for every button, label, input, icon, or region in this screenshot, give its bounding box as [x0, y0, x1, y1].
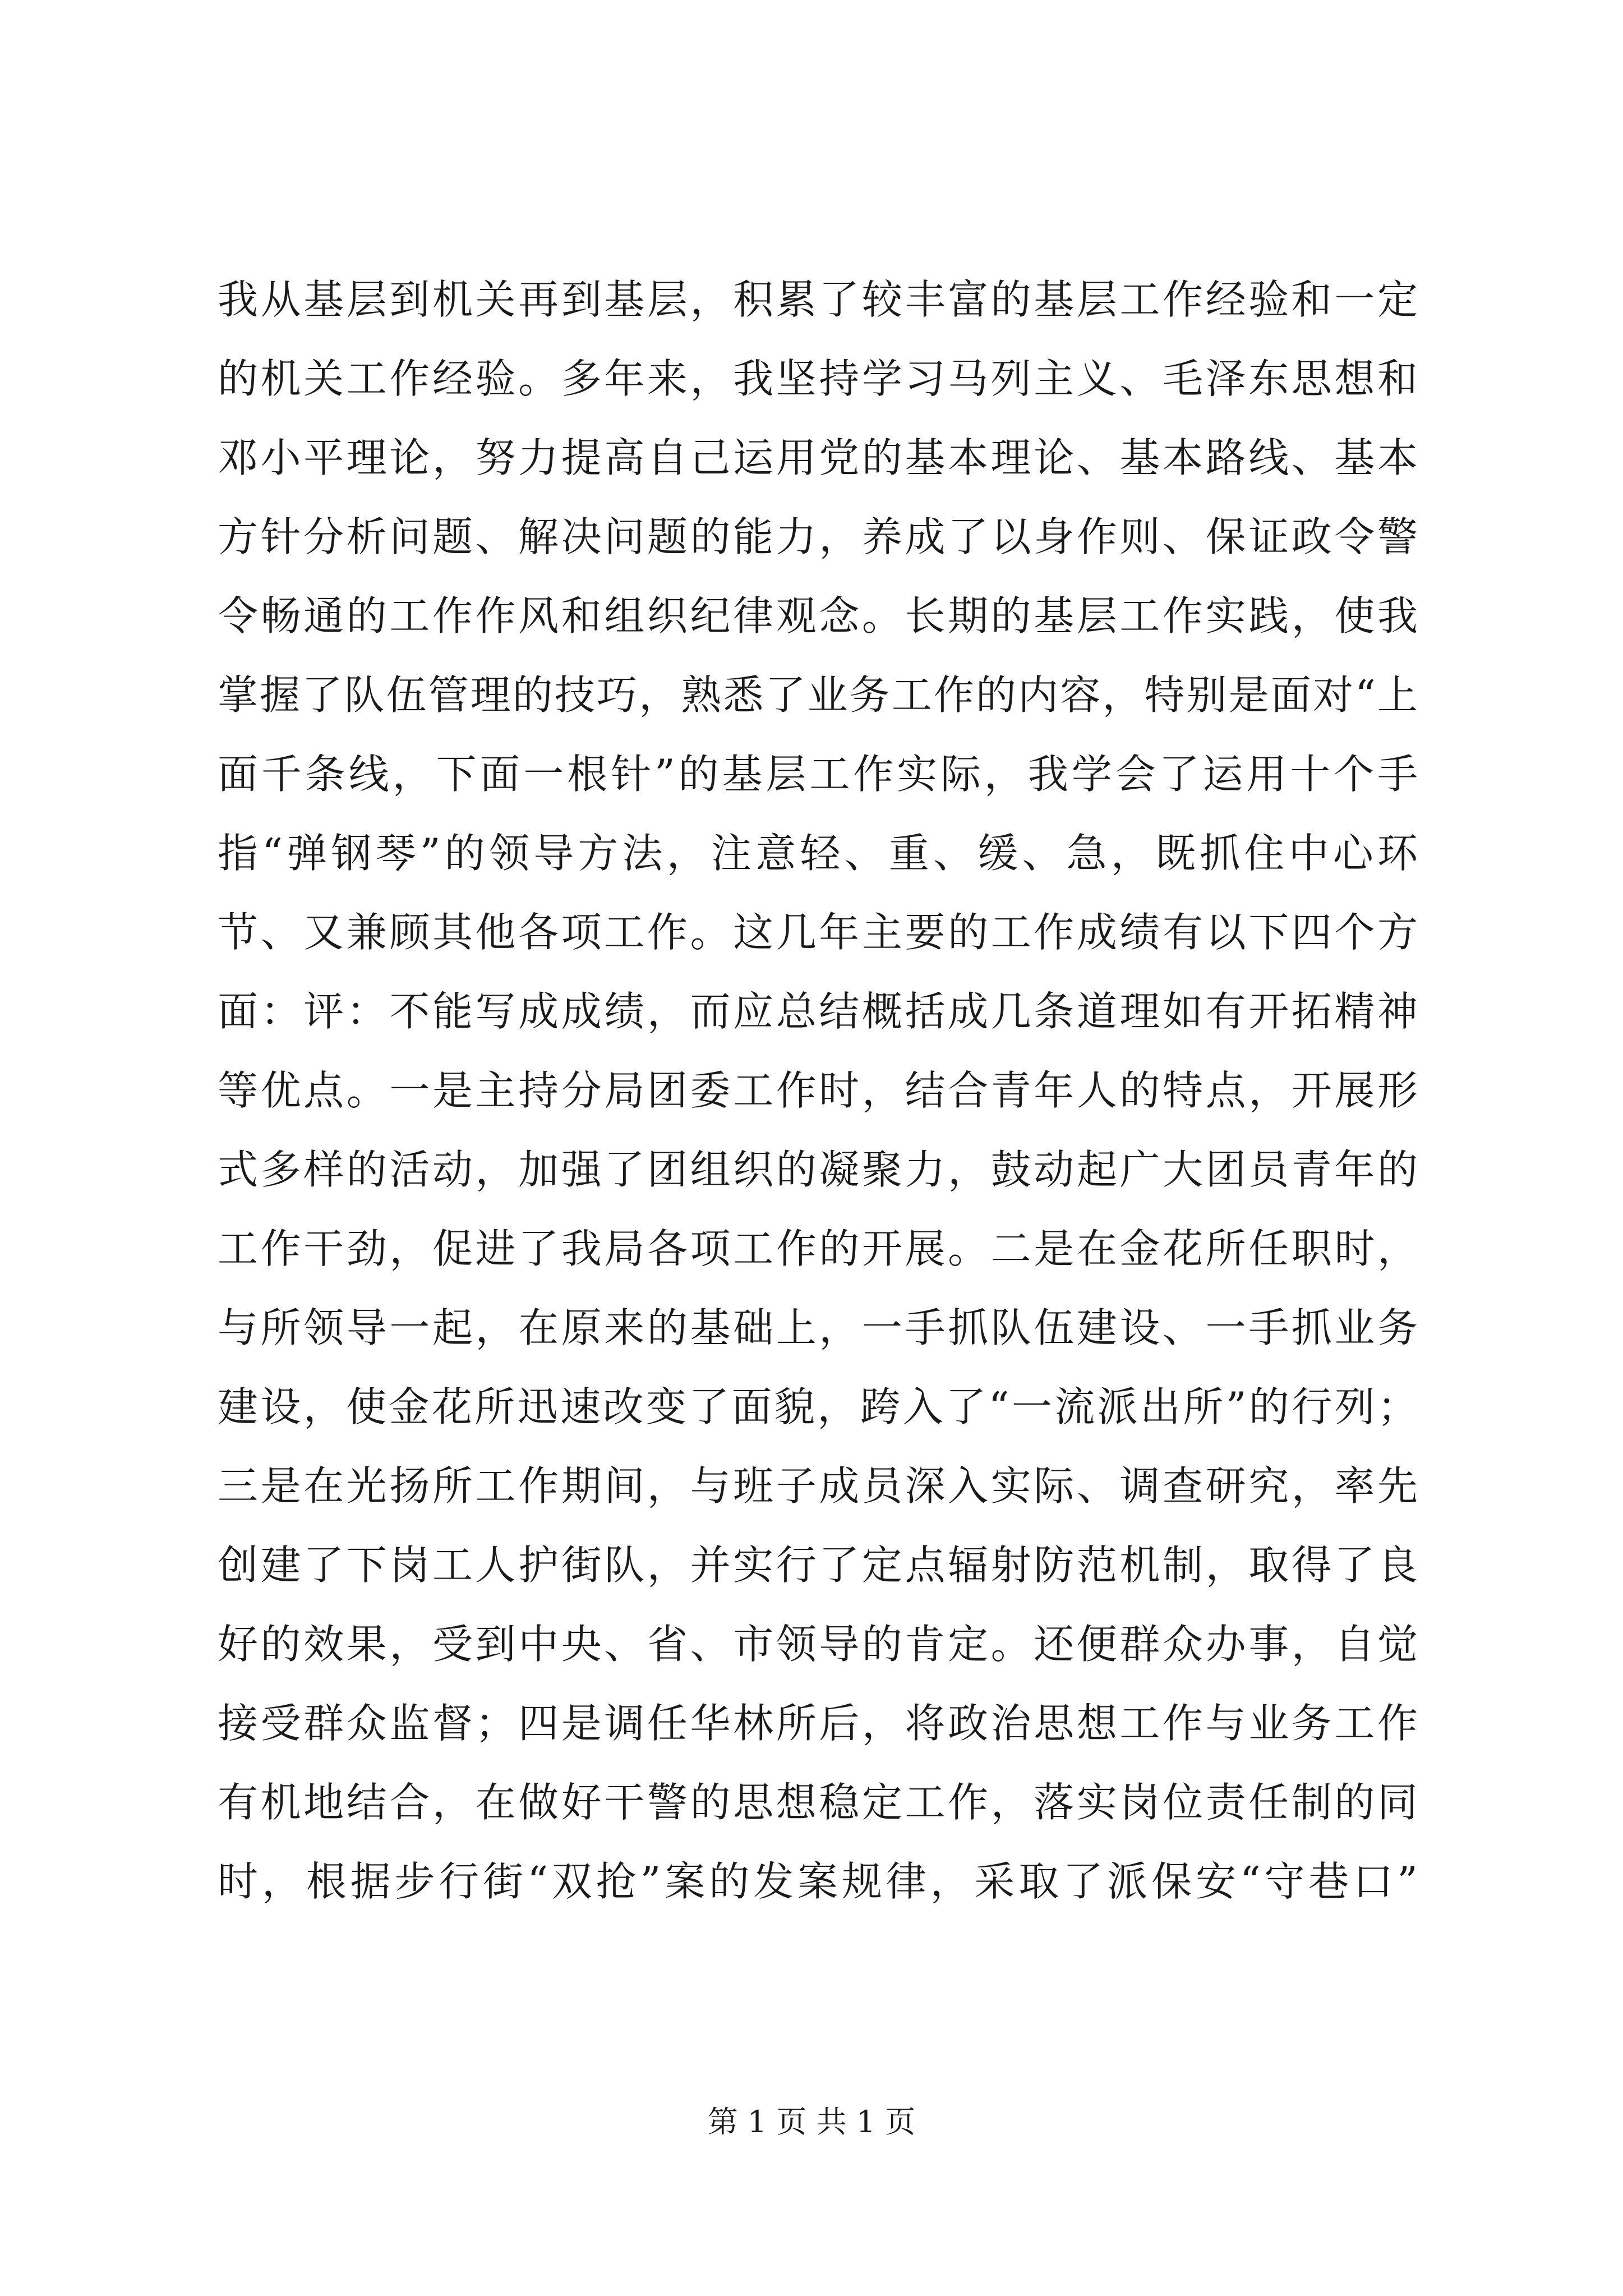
text-line: 建设，使金花所迅速改变了面貌，跨入了“一流派出所”的行列； [218, 1383, 1418, 1430]
text-line: 掌握了队伍管理的技巧，熟悉了业务工作的内容，特别是面对“上 [218, 671, 1418, 719]
text-line: 与所领导一起，在原来的基础上，一手抓队伍建设、一手抓业务 [218, 1304, 1418, 1351]
text-line: 的机关工作经验。多年来，我坚持学习马列主义、毛泽东思想和 [218, 355, 1418, 402]
text-line: 接受群众监督；四是调任华林所后，将政治思想工作与业务工作 [218, 1700, 1418, 1747]
text-line: 时，根据步行街“双抢”案的发案规律，采取了派保安“守巷口” [218, 1858, 1418, 1905]
text-line: 节、又兼顾其他各项工作。这几年主要的工作成绩有以下四个方 [218, 909, 1418, 956]
text-line: 工作干劲，促进了我局各项工作的开展。二是在金花所任职时， [218, 1225, 1418, 1272]
text-line: 创建了下岗工人护街队，并实行了定点辐射防范机制，取得了良 [218, 1542, 1418, 1589]
body-text [218, 260, 1418, 1921]
text-line: 令畅通的工作作风和组织纪律观念。长期的基层工作实践，使我 [218, 592, 1418, 639]
text-line: 邓小平理论，努力提高自己运用党的基本理论、基本路线、基本 [218, 434, 1418, 481]
text-line: 等优点。一是主持分局团委工作时，结合青年人的特点，开展形 [218, 1067, 1418, 1114]
text-line: 我从基层到机关再到基层，积累了较丰富的基层工作经验和一定 [218, 276, 1418, 323]
text-line: 三是在光扬所工作期间，与班子成员深入实际、调查研究，率先 [218, 1462, 1418, 1510]
page-number-label: 第 1 页 共 1 页 [707, 2104, 916, 2139]
text-line: 方针分析问题、解决问题的能力，养成了以身作则、保证政令警 [218, 513, 1418, 560]
text-line: 式多样的活动，加强了团组织的凝聚力，鼓动起广大团员青年的 [218, 1146, 1418, 1193]
text-line: 面千条线，下面一根针”的基层工作实际，我学会了运用十个手 [218, 751, 1418, 798]
text-line: 好的效果，受到中央、省、市领导的肯定。还便群众办事，自觉 [218, 1621, 1418, 1668]
text-line: 有机地结合，在做好干警的思想稳定工作，落实岗位责任制的同 [218, 1779, 1418, 1826]
text-line: 面：评：不能写成成绩，而应总结概括成几条道理如有开拓精神 [218, 988, 1418, 1035]
text-line: 指“弹钢琴”的领导方法，注意轻、重、缓、急，既抓住中心环 [218, 830, 1418, 877]
page-footer [0, 2102, 1623, 2142]
